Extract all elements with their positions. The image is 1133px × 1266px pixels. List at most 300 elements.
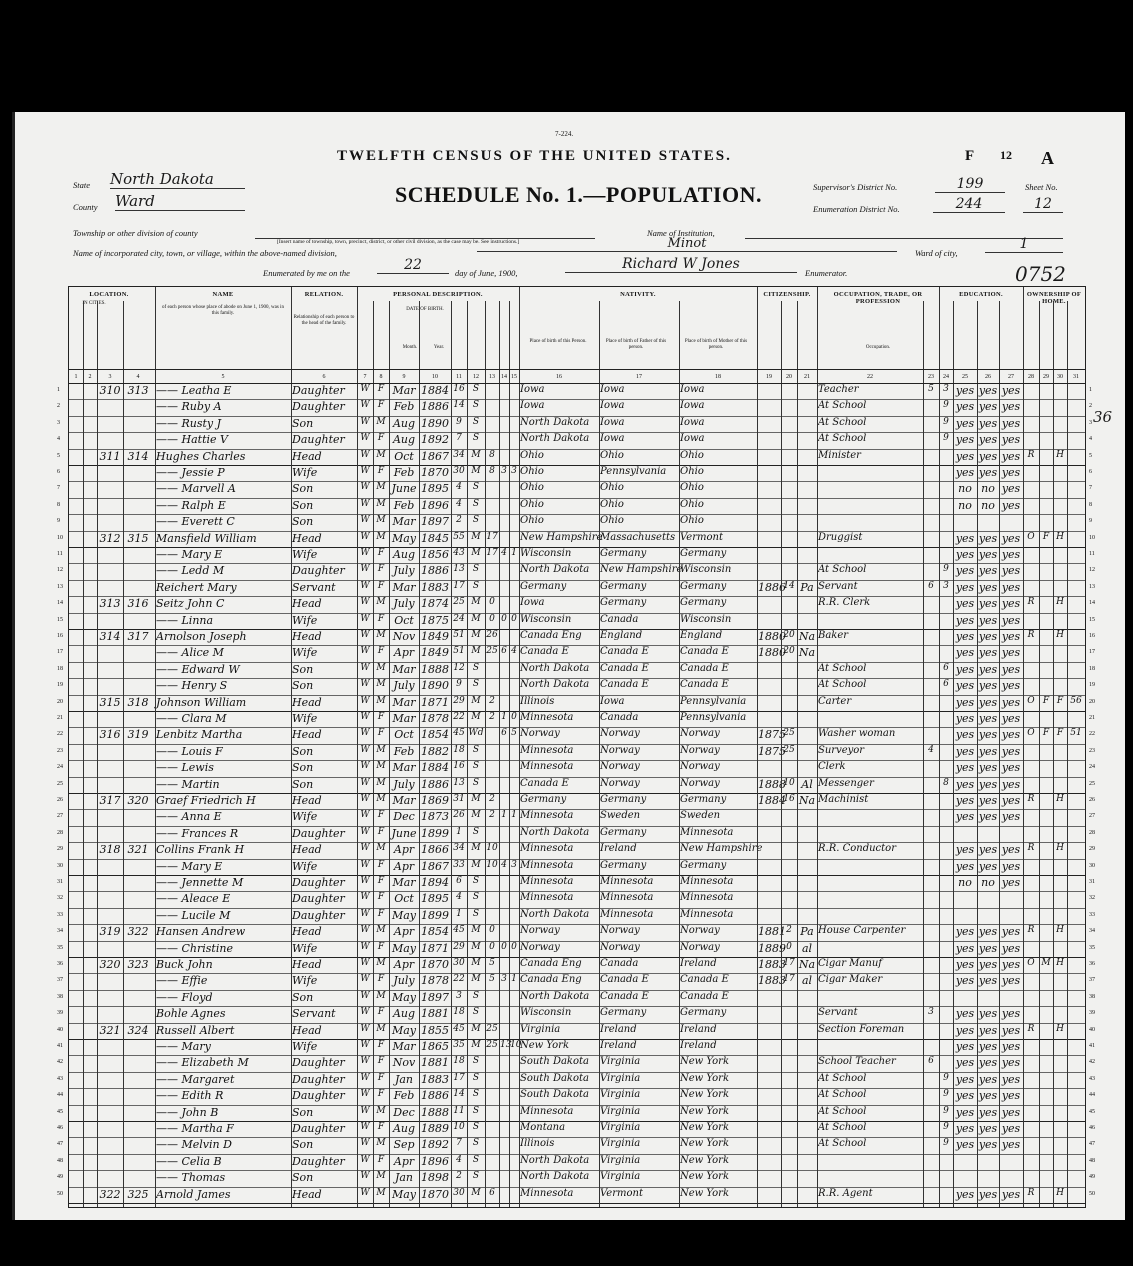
cell-write: yes: [978, 1040, 998, 1053]
cell-year: 1889: [421, 1122, 449, 1135]
cell-mother-of: 0: [501, 613, 507, 624]
row-number: 14: [1089, 600, 1095, 607]
cell-age: 43: [453, 548, 465, 558]
cell-birth-father: Germany: [600, 826, 647, 838]
cell-read: yes: [955, 646, 975, 660]
cell-birth-person: Wisconsin: [520, 613, 572, 625]
cell-write: yes: [978, 958, 998, 971]
cell-color: W: [360, 1122, 370, 1132]
cell-marital: S: [472, 515, 480, 526]
cell-mother-of: 3: [501, 974, 507, 985]
cell-read: yes: [955, 580, 975, 594]
cell-birth-person: Illinois: [520, 1138, 555, 1150]
cell-birth-father: Ireland: [600, 1040, 637, 1051]
column-number: 31: [1073, 374, 1079, 380]
cell-read: yes: [955, 564, 975, 578]
cell-write: yes: [978, 810, 998, 824]
cell-owned: R: [1027, 449, 1035, 460]
cell-immig: 1875: [758, 744, 786, 758]
cell-english: yes: [1001, 843, 1021, 857]
cell-read: yes: [955, 744, 975, 758]
cell-dwelling: 321: [99, 1023, 121, 1037]
cell-name: —— Mary E: [156, 548, 223, 561]
cell-english: yes: [1001, 761, 1021, 775]
cell-marital: S: [472, 679, 480, 690]
cell-name: Graef Friedrich H: [156, 794, 256, 807]
cell-age: 17: [453, 1072, 465, 1083]
row-number: 21: [1089, 715, 1095, 721]
cell-year: 1875: [421, 613, 449, 627]
row-number: 18: [1089, 665, 1095, 672]
cell-write: yes: [978, 1187, 998, 1201]
cell-farm: H: [1056, 794, 1064, 804]
cell-birth-father: New Hampshire: [600, 564, 683, 576]
cell-color: W: [360, 548, 370, 558]
cell-sex: M: [376, 531, 386, 542]
cell-owned: R: [1027, 597, 1035, 608]
cell-year: 1870: [421, 1187, 449, 1201]
cell-birth-mother: Norway: [680, 925, 720, 937]
cell-birth-father: Ohio: [600, 449, 624, 461]
cell-birth-person: Minnesota: [520, 712, 574, 723]
cell-read: yes: [955, 531, 975, 545]
cell-age: 18: [453, 1056, 465, 1067]
cell-occupation: Section Foreman: [818, 1023, 905, 1035]
cell-marital: S: [472, 384, 480, 394]
cell-living: 1: [511, 548, 517, 558]
cell-birth-person: Montana: [520, 1122, 566, 1133]
cell-color: W: [360, 843, 370, 854]
cell-marital: S: [472, 908, 480, 919]
enum-label-2: day of June, 1900,: [455, 268, 518, 278]
cell-sex: M: [376, 498, 386, 509]
cell-sex: F: [377, 1089, 385, 1100]
row-number: 5: [57, 452, 60, 459]
cell-birth-father: Virginia: [600, 1072, 641, 1084]
cell-birth-father: Canada E: [600, 990, 649, 1002]
birth-mother-label: Place of birth of Mother of this person.: [684, 339, 748, 350]
cell-birth-person: Minnesota: [520, 810, 574, 822]
cell-name: Johnson William: [156, 695, 247, 709]
column-number: 18: [715, 374, 721, 380]
cell-month: Oct: [394, 728, 414, 742]
cell-birth-person: Minnesota: [520, 1105, 574, 1117]
cell-age: 55: [453, 531, 465, 542]
cell-write: yes: [978, 1089, 998, 1103]
cell-sex: M: [376, 777, 386, 788]
row-number: 8: [1089, 501, 1092, 508]
cell-relation: Wife: [292, 941, 318, 955]
cell-marital: S: [472, 433, 480, 444]
column-divider: [977, 301, 978, 1207]
cell-marital: M: [471, 1023, 481, 1034]
cell-month: Aug: [392, 1122, 416, 1135]
cell-read: yes: [955, 712, 975, 725]
cell-sex: M: [376, 515, 386, 526]
row-number: 34: [1089, 928, 1095, 935]
personal-heading: PERSONAL DESCRIPTION.: [393, 291, 483, 298]
cell-school: 8: [943, 777, 949, 788]
cell-marital: M: [471, 695, 481, 706]
cell-months: 5: [928, 384, 934, 394]
cell-age: 13: [453, 777, 465, 788]
row-number: 44: [57, 1092, 63, 1099]
cell-farm: H: [1056, 449, 1064, 460]
cell-birth-father: Germany: [600, 1007, 647, 1019]
cell-write: yes: [978, 1122, 998, 1135]
cell-name: —— Henry S: [156, 679, 228, 693]
cell-birth-father: Minnesota: [600, 908, 654, 920]
cell-occupation: Washer woman: [818, 728, 896, 740]
cell-name: —— Edward W: [156, 662, 240, 676]
cell-write: yes: [978, 925, 998, 939]
row-number: 4: [1089, 436, 1092, 443]
cell-marital: S: [472, 826, 480, 837]
cell-birth-mother: Minnesota: [680, 826, 734, 838]
cell-birth-father: Virginia: [600, 1138, 641, 1150]
row-number: 28: [57, 829, 63, 836]
cell-color: W: [360, 761, 370, 772]
cell-birth-mother: Ohio: [680, 498, 704, 510]
cell-years-married: 25: [486, 646, 498, 657]
cell-birth-person: Minnesota: [520, 876, 574, 887]
cell-relation: Son: [292, 990, 314, 1004]
cell-birth-person: North Dakota: [520, 826, 590, 838]
cell-english: yes: [1001, 712, 1021, 725]
cell-english: yes: [1001, 941, 1021, 955]
cell-name: Russell Albert: [156, 1023, 235, 1037]
row-number: 13: [1089, 583, 1095, 590]
cell-school: 6: [943, 679, 949, 690]
cell-dwelling: 317: [99, 794, 121, 807]
cell-birth-mother: Norway: [680, 761, 720, 773]
row-number: 48: [57, 1157, 63, 1164]
cell-birth-mother: Canada E: [680, 990, 729, 1002]
cell-owned: O: [1027, 728, 1035, 739]
cell-marital: S: [472, 580, 480, 591]
cell-birth-father: Iowa: [600, 384, 625, 395]
cell-month: Dec: [393, 810, 415, 824]
column-divider: [953, 301, 954, 1207]
cell-write: no: [981, 498, 995, 512]
column-divider: [373, 301, 374, 1207]
cell-living: 1: [511, 810, 517, 821]
cell-write: yes: [978, 630, 998, 643]
cell-english: yes: [1001, 1056, 1021, 1070]
cell-occupation: Baker: [818, 630, 849, 641]
cell-age: 29: [453, 695, 465, 706]
cell-year: 1892: [421, 433, 449, 447]
cell-color: W: [360, 384, 370, 394]
cell-relation: Son: [292, 777, 314, 791]
cell-birth-person: Canada E: [520, 777, 569, 789]
cell-year: 1873: [421, 810, 449, 824]
cell-birth-person: Illinois: [520, 695, 555, 707]
row-number: 37: [57, 977, 63, 984]
cell-years-married: 2: [489, 794, 495, 804]
row-number: 28: [1089, 829, 1095, 836]
row-number: 11: [1089, 551, 1095, 557]
cell-occupation: At School: [818, 662, 867, 674]
cell-read: yes: [955, 1040, 975, 1053]
institution-label: Name of Institution,: [647, 228, 715, 238]
cell-write: yes: [978, 1023, 998, 1037]
cell-years-married: 25: [486, 1023, 498, 1034]
cell-birth-person: North Dakota: [520, 662, 590, 674]
column-divider: [757, 287, 758, 1207]
cell-sex: F: [377, 646, 385, 657]
cell-natz: Na: [798, 794, 816, 807]
cell-name: Lenbitz Martha: [156, 728, 243, 742]
cell-birth-mother: Canada E: [680, 679, 729, 691]
column-number: 17: [636, 374, 642, 380]
cell-birth-mother: Ireland: [680, 958, 717, 969]
cell-sex: M: [376, 794, 386, 804]
row-number: 41: [57, 1043, 63, 1049]
cell-occupation: Cigar Maker: [818, 974, 883, 986]
cell-marital: M: [471, 958, 481, 968]
cell-owned: R: [1027, 925, 1035, 936]
cell-write: yes: [978, 712, 998, 725]
cell-living: 1: [511, 974, 517, 985]
cell-relation: Daughter: [292, 1154, 345, 1168]
cell-birth-father: Canada: [600, 712, 639, 723]
cell-read: yes: [955, 548, 975, 561]
row-number: 27: [57, 813, 63, 820]
row-number: 30: [1089, 862, 1095, 869]
cell-color: W: [360, 1023, 370, 1034]
cell-english: yes: [1001, 646, 1021, 660]
column-divider: [519, 287, 520, 1207]
cell-english: yes: [1001, 1138, 1021, 1152]
cell-relation: Son: [292, 498, 314, 512]
cell-read: yes: [955, 941, 975, 955]
enum-district-value: 244: [933, 196, 1005, 213]
cell-color: W: [360, 1040, 370, 1050]
cell-color: W: [360, 1187, 370, 1198]
cell-birth-person: North Dakota: [520, 433, 590, 445]
cell-owned: R: [1027, 794, 1035, 804]
cell-name: —— Linna: [156, 613, 214, 627]
cell-birth-father: Massachusetts: [600, 531, 676, 543]
column-divider: [499, 301, 500, 1207]
row-number: 6: [1089, 469, 1092, 475]
cell-year: 1896: [421, 1154, 449, 1168]
cell-birth-mother: Norway: [680, 941, 720, 953]
row-number: 22: [57, 731, 63, 738]
cell-yrs-us: 2: [786, 925, 792, 936]
cell-color: W: [360, 728, 370, 739]
state-label: State: [73, 180, 90, 190]
cell-years-married: 6: [489, 1187, 495, 1198]
cell-birth-mother: Iowa: [680, 416, 705, 428]
cell-year: 1856: [421, 548, 449, 561]
row-number: 47: [57, 1141, 63, 1148]
cell-school: 9: [943, 1089, 949, 1100]
cell-name: —— Christine: [156, 941, 233, 955]
cell-month: May: [391, 1187, 417, 1201]
cell-years-married: 2: [489, 810, 495, 821]
cell-name: —— Edith R: [156, 1089, 224, 1103]
cell-marital: M: [471, 794, 481, 804]
cell-natz: Pa: [800, 925, 814, 939]
cell-english: yes: [1001, 449, 1021, 463]
cell-marital: S: [472, 1138, 480, 1149]
cell-family: 322: [127, 925, 149, 939]
column-number: 20: [786, 374, 792, 380]
row-number: 30: [57, 862, 63, 869]
cell-sex: M: [376, 416, 386, 427]
cell-read: yes: [955, 1105, 975, 1119]
row-number: 9: [1089, 518, 1092, 525]
cell-month: Nov: [392, 630, 416, 643]
cell-yrs-us: 16: [783, 794, 795, 804]
cell-sex: F: [377, 580, 385, 591]
cell-birth-person: North Dakota: [520, 564, 590, 576]
cell-marital: S: [472, 416, 480, 427]
cell-birth-person: South Dakota: [520, 1089, 589, 1101]
cell-name: Hansen Andrew: [156, 925, 246, 939]
city-label: Name of incorporated city, town, or village, within the above-named division,: [73, 248, 337, 258]
cell-mother-of: 1: [501, 712, 507, 722]
cell-month: Apr: [393, 859, 415, 873]
column-number: 14: [501, 374, 507, 380]
cell-month: Dec: [393, 1105, 415, 1119]
cell-month: Oct: [394, 892, 414, 906]
cell-sex: F: [377, 1007, 385, 1018]
cell-owned: R: [1027, 1023, 1035, 1034]
cell-dwelling: 314: [99, 630, 121, 643]
cell-year: 1886: [421, 1089, 449, 1103]
cell-month: Mar: [392, 580, 416, 594]
cell-age: 16: [453, 761, 465, 772]
cell-years-married: 8: [489, 466, 495, 476]
cell-age: 4: [456, 498, 462, 509]
cell-read: yes: [955, 925, 975, 939]
cell-birth-father: Ohio: [600, 515, 624, 527]
cell-birth-mother: Wisconsin: [680, 613, 732, 625]
row-number: 44: [1089, 1092, 1095, 1099]
cell-years-married: 2: [489, 712, 495, 722]
cell-relation: Daughter: [292, 564, 345, 578]
cell-relation: Head: [292, 630, 322, 643]
cell-immig: 1880: [758, 646, 786, 660]
cell-month: May: [391, 990, 417, 1004]
cell-name: —— Ralph E: [156, 498, 226, 512]
cell-month: Mar: [392, 761, 416, 775]
cell-natz: Na: [798, 646, 816, 660]
cell-birth-father: Ohio: [600, 482, 624, 494]
cell-color: W: [360, 794, 370, 804]
cell-write: yes: [978, 728, 998, 742]
cell-year: 1845: [421, 531, 449, 545]
cell-name: —— Margaret: [156, 1072, 235, 1086]
cell-month: Oct: [394, 613, 414, 627]
row-number: 26: [57, 797, 63, 803]
cell-name: —— Ruby A: [156, 400, 222, 414]
cell-school: 9: [943, 1122, 949, 1132]
schedule-title: SCHEDULE No. 1.—POPULATION.: [395, 182, 762, 207]
cell-name: —— Elizabeth M: [156, 1056, 249, 1070]
cell-english: yes: [1001, 679, 1021, 693]
cell-birth-mother: Ireland: [680, 1023, 717, 1035]
cell-sex: M: [376, 630, 386, 640]
cell-birth-person: Ohio: [520, 515, 544, 527]
month-label: Month.: [402, 345, 418, 350]
cell-age: 4: [456, 1154, 462, 1165]
cell-marital: S: [472, 876, 480, 886]
cell-birth-mother: Ohio: [680, 482, 704, 494]
cell-write: yes: [978, 416, 998, 430]
cell-birth-father: Virginia: [600, 1105, 641, 1117]
cell-color: W: [360, 400, 370, 411]
cell-farm: H: [1056, 597, 1064, 608]
cell-marital: M: [471, 449, 481, 460]
cell-year: 1884: [421, 761, 449, 775]
cell-farm: F: [1056, 695, 1064, 706]
cell-color: W: [360, 1171, 370, 1182]
cell-relation: Son: [292, 416, 314, 430]
cell-month: Mar: [392, 1040, 416, 1053]
column-divider: [155, 287, 156, 1207]
cell-natz: Pa: [800, 580, 814, 594]
cell-relation: Daughter: [292, 400, 345, 414]
cell-marital: S: [472, 1154, 480, 1165]
cell-years-married: 0: [489, 613, 495, 624]
cell-years-married: 26: [486, 630, 498, 640]
cell-occupation: At School: [818, 433, 867, 445]
row-number: 9: [57, 518, 60, 525]
cell-write: yes: [978, 580, 998, 594]
cell-name: —— Lewis: [156, 761, 214, 775]
cell-birth-mother: Norway: [680, 744, 720, 756]
cell-family: 316: [127, 597, 149, 611]
cell-color: W: [360, 712, 370, 722]
cell-mother-of: 13: [500, 1040, 512, 1050]
cell-color: W: [360, 531, 370, 542]
cell-relation: Wife: [292, 810, 318, 824]
cell-month: Aug: [392, 1007, 416, 1021]
cell-birth-father: Norway: [600, 777, 640, 789]
cell-sex: M: [376, 482, 386, 493]
row-number: 43: [1089, 1075, 1095, 1082]
cell-family: 319: [127, 728, 149, 742]
cell-english: yes: [1001, 1007, 1021, 1021]
cell-living: 4: [511, 646, 517, 657]
cell-birth-mother: New York: [680, 1105, 729, 1117]
cell-age: 34: [453, 843, 465, 854]
cell-marital: M: [471, 974, 481, 985]
cell-year: 1878: [421, 974, 449, 988]
cell-age: 12: [453, 662, 465, 673]
cell-english: yes: [1001, 744, 1021, 758]
cell-birth-mother: Germany: [680, 597, 727, 609]
cell-write: yes: [978, 1056, 998, 1070]
cell-sex: M: [376, 662, 386, 673]
cell-marital: M: [471, 1187, 481, 1198]
cell-color: W: [360, 826, 370, 837]
row-number: 40: [57, 1026, 63, 1033]
cell-relation: Head: [292, 958, 322, 971]
cell-birth-person: North Dakota: [520, 990, 590, 1002]
cell-name: Seitz John C: [156, 597, 225, 611]
row-number: 34: [57, 928, 63, 935]
cell-marital: M: [471, 466, 481, 476]
cell-birth-father: Iowa: [600, 400, 625, 412]
cell-month: Feb: [393, 498, 415, 512]
cell-birth-mother: Norway: [680, 777, 720, 789]
cell-age: 34: [453, 449, 465, 460]
